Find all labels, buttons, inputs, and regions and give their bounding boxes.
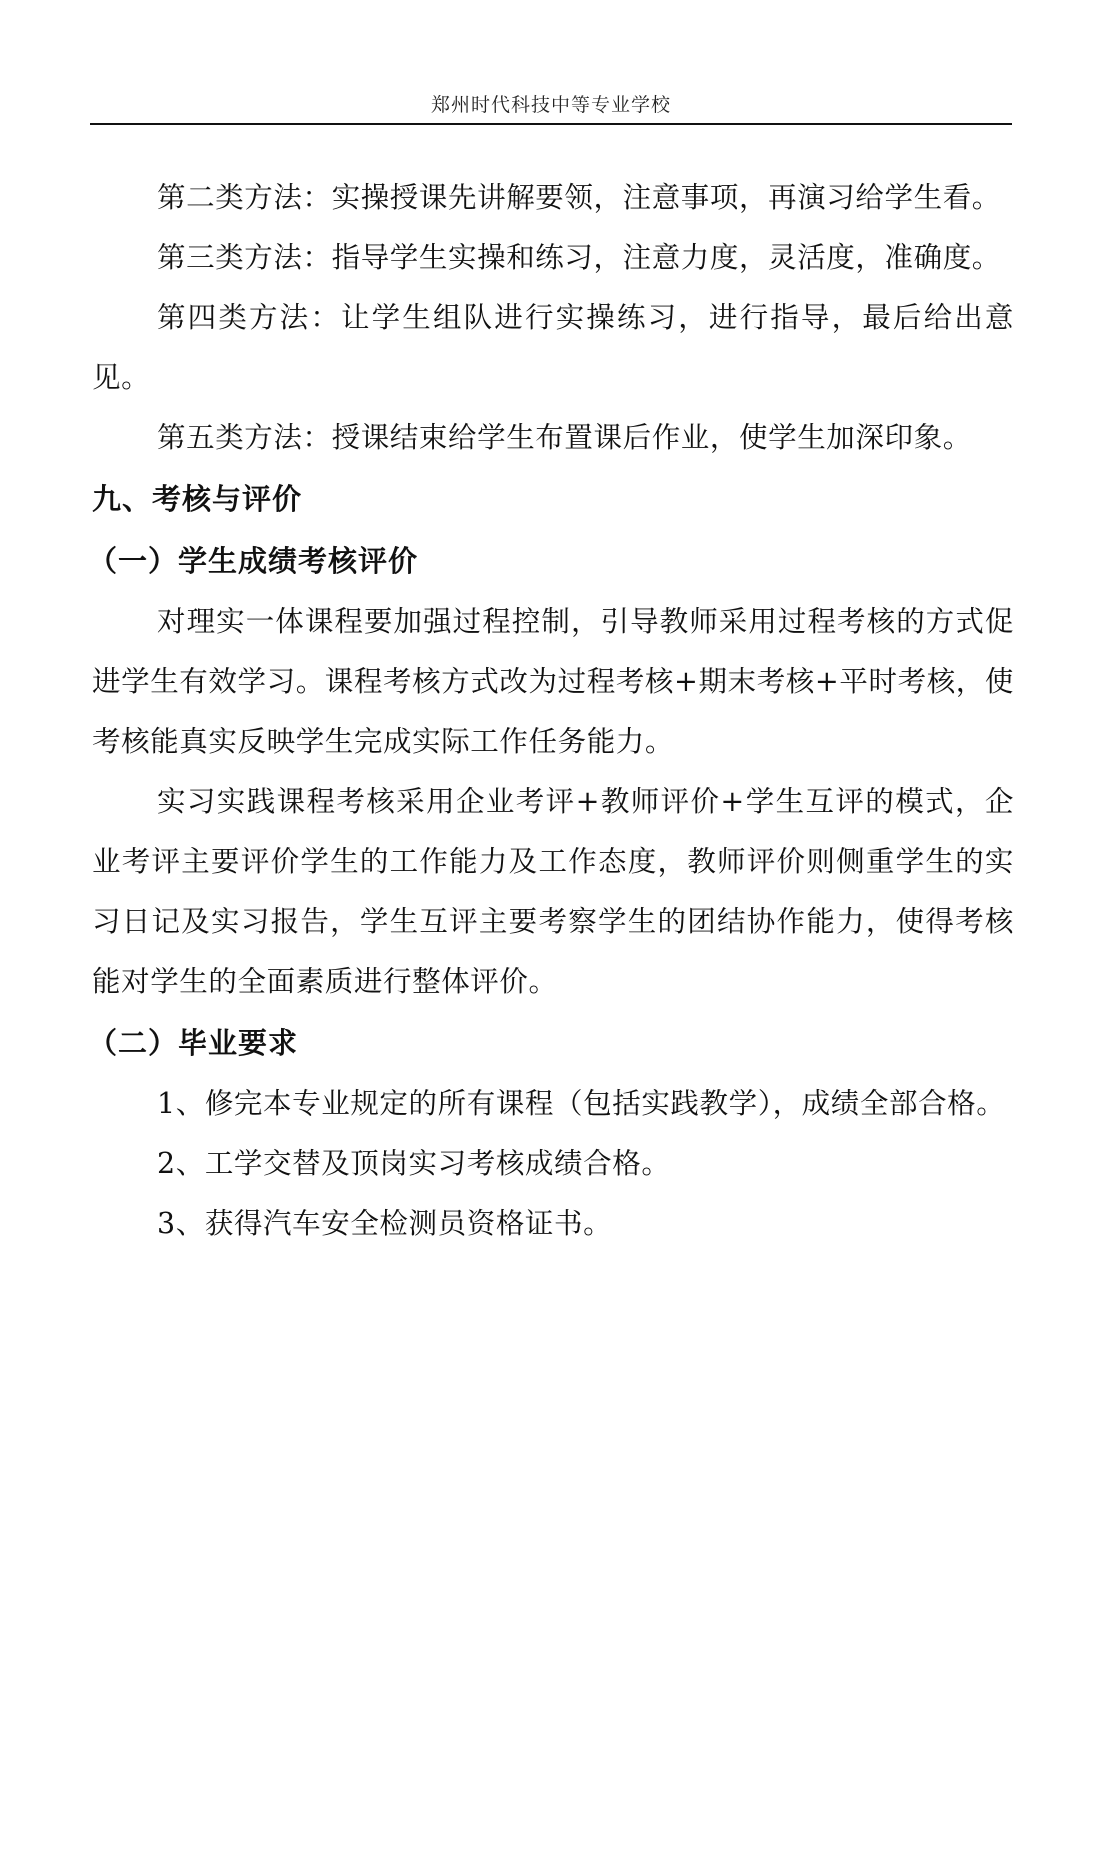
assessment-paragraph-1: 对理实一体课程要加强过程控制，引导教师采用过程考核的方式促进学生有效学习。课程考核方式改为过程考核+期末考核+平时考核，使考核能真实反映学生完成实际工作任务能力。: [92, 605, 1014, 758]
method-3-paragraph: 第三类方法：指导学生实操和练习，注意力度，灵活度，准确度。: [157, 241, 1001, 274]
subsection-heading-graduation: （二）毕业要求: [88, 1026, 299, 1060]
page-header-school-name: 郑州时代科技中等专业学校: [430, 94, 671, 116]
graduation-requirement-2: 2、工学交替及顶岗实习考核成绩合格。: [157, 1147, 671, 1180]
method-5-paragraph: 第五类方法：授课结束给学生布置课后作业，使学生加深印象。: [157, 421, 972, 454]
assessment-paragraph-2: 实习实践课程考核采用企业考评+教师评价+学生互评的模式，企业考评主要评价学生的工作能力及工作态度，教师评价则侧重学生的实习日记及实习报告，学生互评主要考察学生的团结协作能力，使得考核能对学生的全面素质进行整体评价。: [92, 785, 1014, 998]
graduation-requirement-1: 1、修完本专业规定的所有课程（包括实践教学），成绩全部合格。: [157, 1087, 1006, 1120]
page-content: [88, 168, 1014, 1254]
header-divider: [90, 123, 1012, 125]
subsection-heading-student-assessment: （一）学生成绩考核评价: [88, 544, 419, 578]
section-heading-assessment: 九、考核与评价: [92, 482, 303, 516]
method-2-paragraph: 第二类方法：实操授课先讲解要领，注意事项，再演习给学生看。: [157, 181, 1001, 214]
graduation-requirement-3: 3、获得汽车安全检测员资格证书。: [157, 1207, 613, 1240]
method-4-paragraph: 第四类方法：让学生组队进行实操练习，进行指导，最后给出意见。: [92, 301, 1014, 394]
